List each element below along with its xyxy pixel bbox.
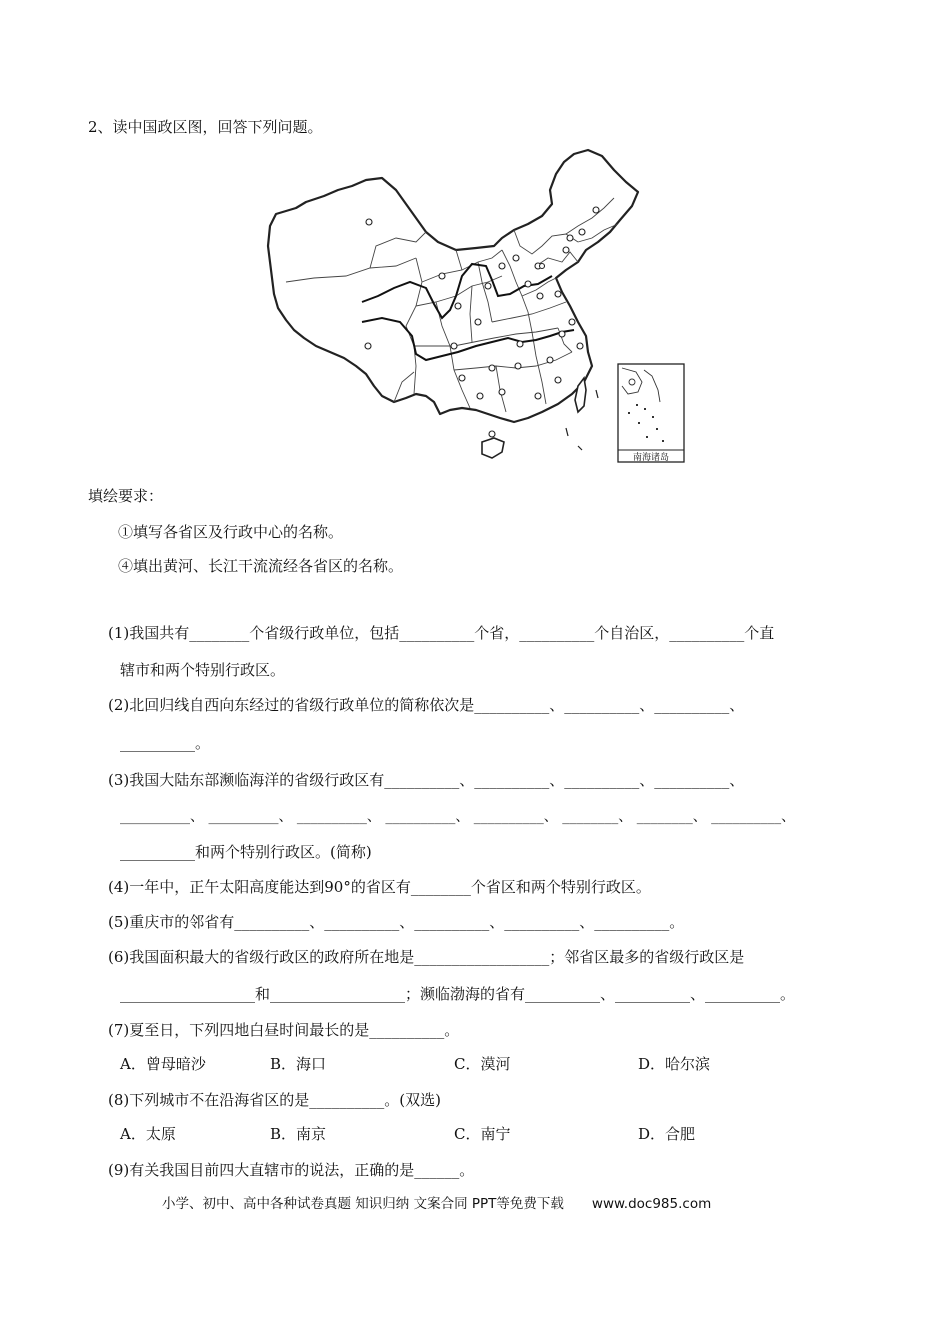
china-map-drawing	[266, 146, 686, 464]
question-7-option-a: A．曾母暗沙	[120, 1055, 206, 1073]
question-3-line-2: __________、 __________、 __________、 __________、 __________、 ________、 ________、 __________、	[120, 809, 796, 825]
question-1-line-1: (1)我国共有________个省级行政单位，包括__________个省，__________个自治区，__________个直	[108, 624, 775, 642]
footer-text: 小学、初中、高中各种试卷真题 知识归纳 文案合同 PPT等免费下载	[162, 1196, 564, 1212]
question-8-option-a: A．太原	[120, 1125, 176, 1143]
question-8-option-c: C．南宁	[454, 1125, 511, 1143]
taiwan-island	[575, 378, 586, 412]
question-3-line-1: (3)我国大陆东部濒临海洋的省级行政区有__________、__________、__________、__________、	[108, 771, 745, 789]
question-7: (7)夏至日，下列四地白昼时间最长的是__________。	[108, 1021, 460, 1039]
question-title: 2、读中国政区图，回答下列问题。	[88, 118, 323, 136]
question-7-option-c: C．漠河	[454, 1055, 511, 1073]
question-2-line-2: __________。	[120, 734, 211, 752]
question-7-option-d: D．哈尔滨	[638, 1055, 711, 1073]
requirement-item-1: ①填写各省区及行政中心的名称。	[118, 523, 344, 541]
requirements-heading: 填绘要求：	[88, 487, 164, 505]
hainan-island	[482, 438, 504, 458]
inset-label: 南海诸岛	[632, 453, 670, 463]
yangtze-river	[362, 318, 574, 360]
requirement-item-2: ④填出黄河、长江干流流经各省区的名称。	[118, 557, 404, 575]
question-1-line-2: 辖市和两个特别行政区。	[120, 661, 286, 679]
question-5: (5)重庆市的邻省有__________、__________、__________、__________、__________。	[108, 913, 685, 931]
question-8: (8)下列城市不在沿海省区的是__________。(双选)	[108, 1091, 441, 1109]
question-9: (9)有关我国目前四大直辖市的说法，正确的是______。	[108, 1161, 475, 1179]
question-3-line-3: __________和两个特别行政区。(简称)	[120, 843, 372, 861]
footer-url[interactable]: www.doc985.com	[591, 1196, 712, 1212]
yellow-river	[362, 264, 552, 318]
question-2-line-1: (2)北回归线自西向东经过的省级行政单位的简称依次是__________、__________、__________、	[108, 696, 745, 714]
question-8-option-d: D．合肥	[638, 1125, 696, 1143]
question-4: (4)一年中，正午太阳高度能达到90°的省区有________个省区和两个特别行政区。	[108, 878, 651, 896]
question-6-line-1: (6)我国面积最大的省级行政区的政府所在地是__________________；邻省区最多的省级行政区是	[108, 948, 745, 966]
china-map	[266, 146, 686, 464]
question-6-line-2: __________________和__________________；濒临渤海的省有__________、__________、__________。	[120, 985, 796, 1003]
question-7-option-b: B．海口	[270, 1055, 327, 1073]
question-8-option-b: B．南京	[270, 1125, 327, 1143]
south-china-sea-inset	[618, 364, 684, 462]
footer	[162, 1192, 711, 1212]
